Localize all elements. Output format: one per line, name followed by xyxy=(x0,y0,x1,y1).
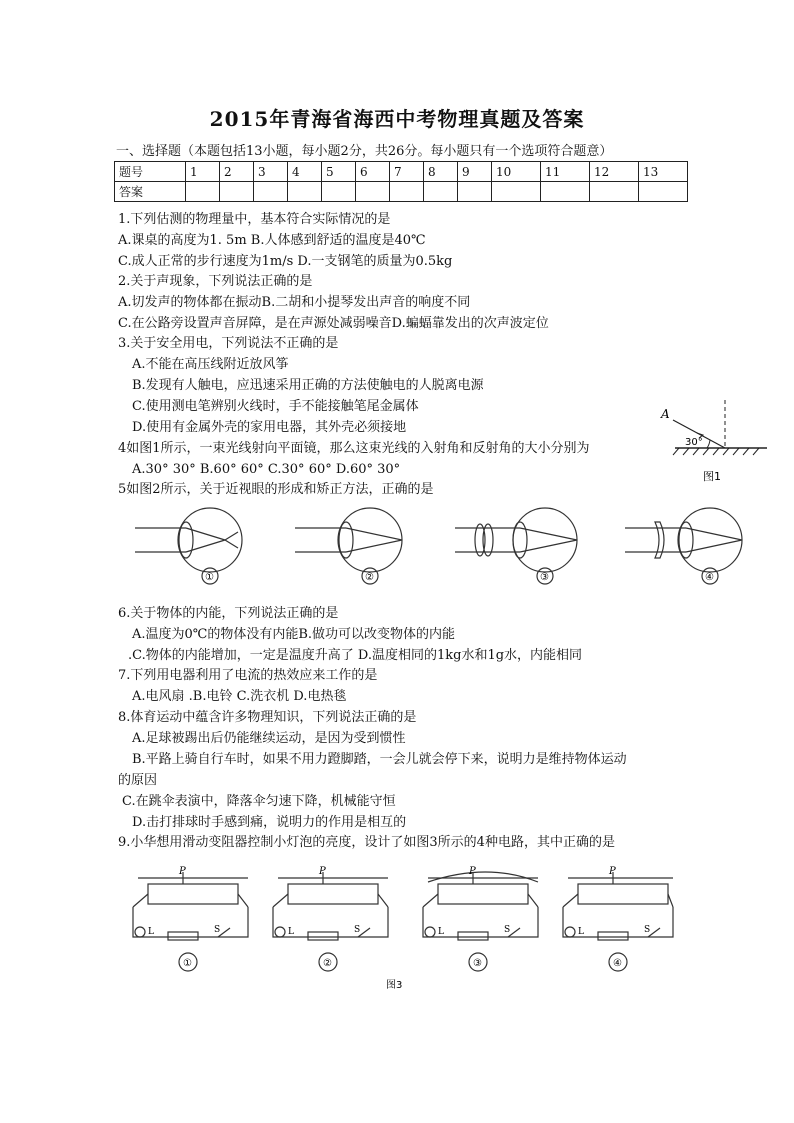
slider-label: P xyxy=(609,866,616,877)
table-header-cell: 题号 xyxy=(115,162,186,182)
mirror-diagram xyxy=(655,398,775,488)
table-cell xyxy=(390,182,424,202)
question-8-option-a: A.足球被踢出后仍能继续运动，是因为受到惯性 xyxy=(132,731,406,746)
circuit-label-4: ④ xyxy=(613,958,622,969)
point-a-label: A xyxy=(661,407,670,421)
question-8-option-b: B.平路上骑自行车时，如果不用力蹬脚踏，一会儿就会停下来，说明力是维持物体运动 xyxy=(132,752,627,767)
figure-2 xyxy=(130,500,770,600)
eye-label-4: ④ xyxy=(705,572,714,583)
table-cell xyxy=(322,182,356,202)
lamp-label: L xyxy=(438,927,444,937)
table-cell: 5 xyxy=(322,162,356,182)
question-3-option-c: C.使用测电笔辨别火线时，手不能接触笔尾金属体 xyxy=(132,399,419,414)
question-2: 2.关于声现象，下列说法正确的是 xyxy=(118,274,313,289)
table-cell xyxy=(254,182,288,202)
question-7: 7.下列用电器利用了电流的热效应来工作的是 xyxy=(118,668,378,683)
lamp-label: L xyxy=(288,927,294,937)
table-cell xyxy=(220,182,254,202)
table-cell: 9 xyxy=(458,162,492,182)
question-3-option-d: D.使用有金属外壳的家用电器，其外壳必须接地 xyxy=(132,420,407,435)
section-heading: 一、选择题（本题包括13小题，每小题2分，共26分。每小题只有一个选项符合题意） xyxy=(116,144,613,159)
switch-label: S xyxy=(214,925,221,935)
table-cell: 2 xyxy=(220,162,254,182)
question-2-options-ab: A.切发声的物体都在振动B.二胡和小提琴发出声音的响度不同 xyxy=(118,295,471,310)
table-cell xyxy=(458,182,492,202)
table-cell: 13 xyxy=(639,162,688,182)
angle-label: 30° xyxy=(685,437,703,448)
question-9: 9.小华想用滑动变阻器控制小灯泡的亮度，设计了如图3所示的4种电路，其中正确的是 xyxy=(118,835,615,850)
question-4-options: A.30° 30° B.60° 60° C.30° 60° D.60° 30° xyxy=(132,462,401,477)
table-cell: 7 xyxy=(390,162,424,182)
question-6: 6.关于物体的内能，下列说法正确的是 xyxy=(118,606,339,621)
lamp-label: L xyxy=(148,927,154,937)
table-cell: 6 xyxy=(356,162,390,182)
question-7-options: A.电风扇 .B.电铃 C.洗衣机 D.电热毯 xyxy=(132,689,347,704)
figure-3-caption: 图3 xyxy=(386,980,403,991)
question-8-option-b-cont: 的原因 xyxy=(118,773,158,788)
table-cell xyxy=(541,182,590,202)
table-cell: 4 xyxy=(288,162,322,182)
table-row xyxy=(115,162,688,182)
question-2-options-cd: C.在公路旁设置声音屏障，是在声源处减弱噪音D.蝙蝠靠发出的次声波定位 xyxy=(118,316,549,331)
switch-label: S xyxy=(644,925,651,935)
table-cell xyxy=(186,182,220,202)
table-cell: 12 xyxy=(590,162,639,182)
switch-label: S xyxy=(504,925,511,935)
switch-label: S xyxy=(354,925,361,935)
slider-label: P xyxy=(179,866,186,877)
table-cell xyxy=(288,182,322,202)
question-6-options-ab: A.温度为0℃的物体没有内能B.做功可以改变物体的内能 xyxy=(132,627,456,642)
question-8: 8.体育运动中蕴含许多物理知识，下列说法正确的是 xyxy=(118,710,417,725)
slider-label: P xyxy=(319,866,326,877)
question-1-options-ab: A.课桌的高度为1. 5m B.人体感到舒适的温度是40℃ xyxy=(118,233,426,248)
figure-1 xyxy=(655,398,775,488)
table-cell: 3 xyxy=(254,162,288,182)
question-3: 3.关于安全用电，下列说法不正确的是 xyxy=(118,336,339,351)
figure-3 xyxy=(118,862,678,997)
eye-label-1: ① xyxy=(205,572,214,583)
table-cell xyxy=(590,182,639,202)
table-cell: 8 xyxy=(424,162,458,182)
question-8-option-d: D.击打排球时手感到痛，说明力的作用是相互的 xyxy=(132,815,407,830)
page-title: 2015年青海省海西中考物理真题及答案 xyxy=(209,107,585,131)
table-cell: 10 xyxy=(492,162,541,182)
question-4: 4如图1所示，一束光线射向平面镜，那么这束光线的入射角和反射角的大小分别为 xyxy=(118,441,590,456)
circuit-label-1: ① xyxy=(183,958,192,969)
circuit-label-2: ② xyxy=(323,958,332,969)
table-cell: 11 xyxy=(541,162,590,182)
table-cell xyxy=(356,182,390,202)
table-cell xyxy=(424,182,458,202)
eye-label-3: ③ xyxy=(540,572,549,583)
lamp-label: L xyxy=(578,927,584,937)
question-3-option-a: A.不能在高压线附近放风筝 xyxy=(132,357,289,372)
table-row xyxy=(115,182,688,202)
answer-table xyxy=(114,161,688,202)
table-header-cell: 答案 xyxy=(115,182,186,202)
table-cell xyxy=(492,182,541,202)
question-1-options-cd: C.成人正常的步行速度为1m/s D.一支钢笔的质量为0.5kg xyxy=(118,254,453,269)
eye-label-2: ② xyxy=(365,572,374,583)
eye-diagrams xyxy=(130,500,770,600)
circuit-label-3: ③ xyxy=(473,958,482,969)
question-8-option-c: C.在跳伞表演中，降落伞匀速下降，机械能守恒 xyxy=(122,794,396,809)
question-6-options-cd: .C.物体的内能增加，一定是温度升高了 D.温度相同的1kg水和1g水，内能相同 xyxy=(128,648,583,663)
figure-1-caption: 图1 xyxy=(703,470,721,483)
question-1: 1.下列估测的物理量中，基本符合实际情况的是 xyxy=(118,212,391,227)
slider-label: P xyxy=(469,866,476,877)
table-cell xyxy=(639,182,688,202)
question-3-option-b: B.发现有人触电，应迅速采用正确的方法使触电的人脱离电源 xyxy=(132,378,484,393)
circuit-diagrams xyxy=(118,862,678,997)
question-5: 5如图2所示，关于近视眼的形成和矫正方法，正确的是 xyxy=(118,482,434,497)
table-cell: 1 xyxy=(186,162,220,182)
